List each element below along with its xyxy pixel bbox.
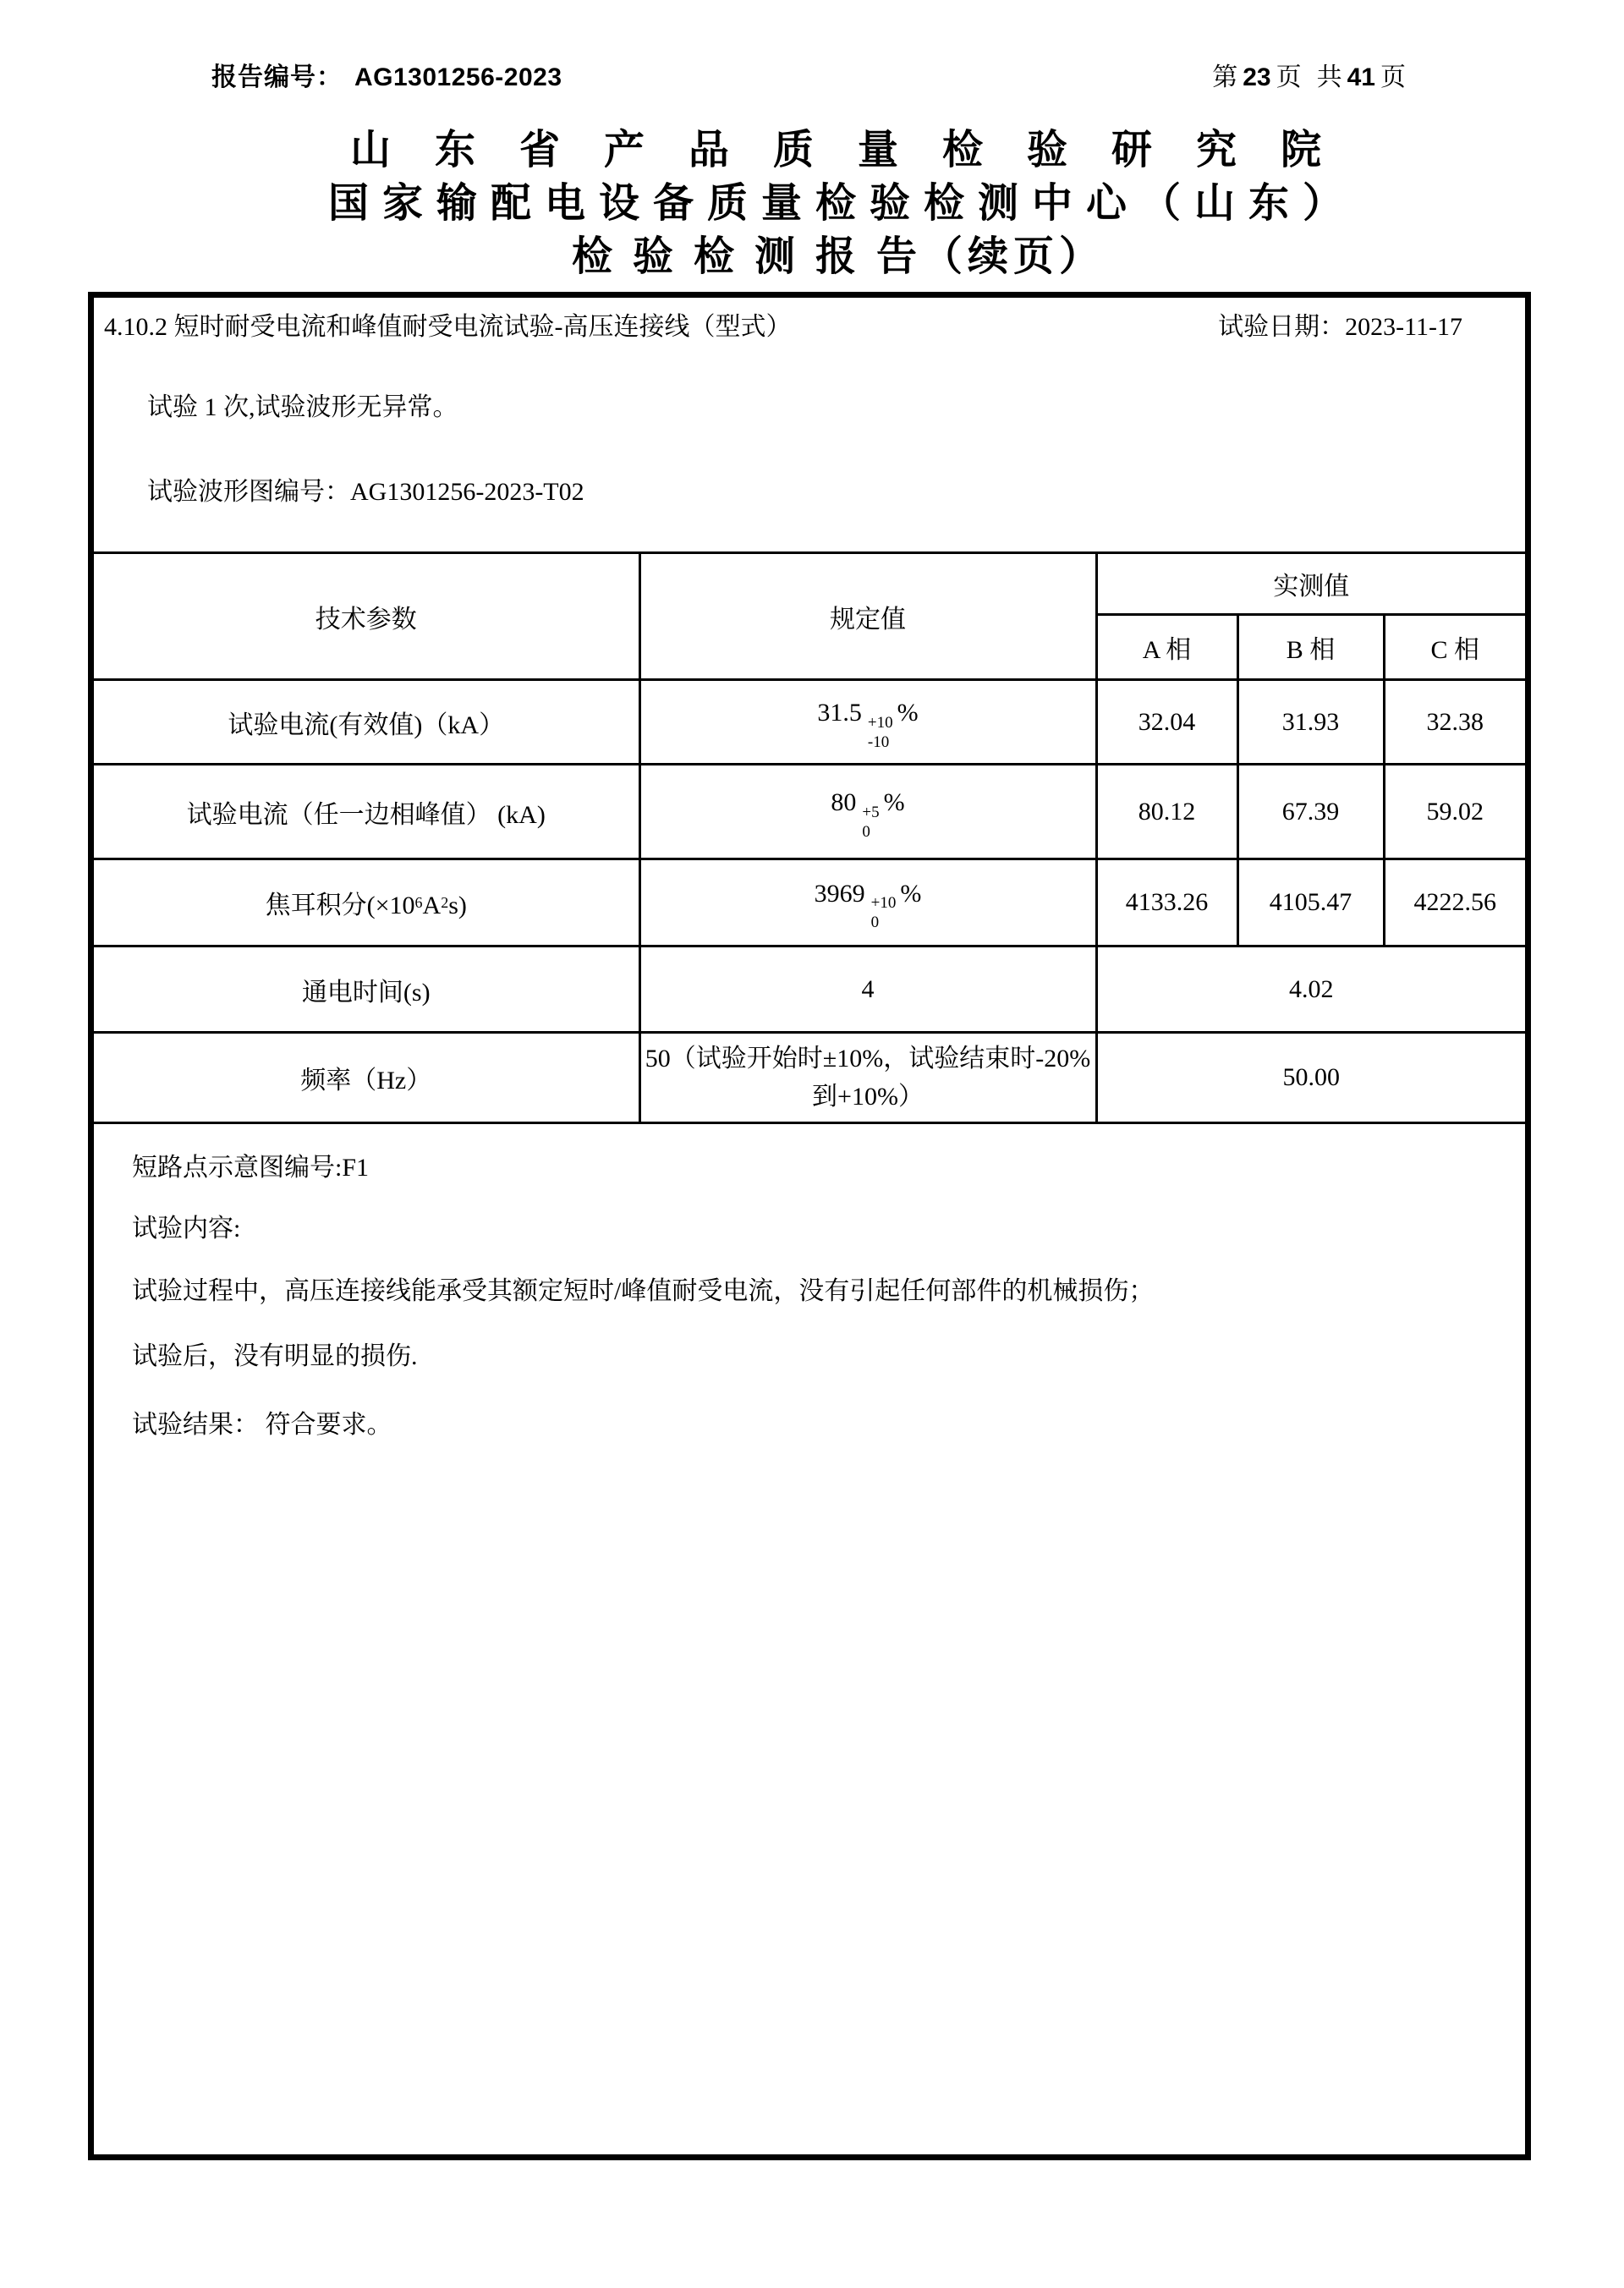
- spec-unit: %: [900, 879, 922, 908]
- test-content-label: 试验内容:: [132, 1215, 241, 1243]
- test-date-line: [1218, 310, 1462, 344]
- post-test-description: 试验后，没有明显的损伤.: [132, 1342, 418, 1370]
- test-process-description: 试验过程中，高压连接线能承受其额定短时/峰值耐受电流，没有引起任何部件的机械损伤；: [132, 1277, 1155, 1305]
- page-prefix: 第: [1212, 63, 1238, 91]
- tolerance-stack: [862, 804, 879, 840]
- page-number-line: [1212, 56, 1406, 93]
- table-header-row-1: [94, 553, 1525, 615]
- page-suffix: 页: [1276, 63, 1302, 91]
- spec-cell: [639, 946, 1096, 1033]
- spec-base: 4: [861, 975, 875, 1003]
- total-pages-suffix: 页: [1380, 63, 1406, 91]
- measured-value-cell: 67.39: [1237, 765, 1384, 859]
- param-superscript: 6: [414, 894, 423, 911]
- table-row: [94, 946, 1525, 1033]
- param-superscript: 2: [441, 894, 449, 911]
- measured-value-cell: 32.38: [1384, 680, 1525, 765]
- spec-base: 80: [831, 788, 857, 817]
- measured-value-cell: 59.02: [1384, 765, 1525, 859]
- tolerance-lower: 0: [862, 822, 870, 841]
- header-spec: 规定值: [639, 553, 1096, 680]
- param-text: 试验电流(有效值)（kA）: [228, 711, 505, 739]
- spec-unit: %: [883, 788, 905, 817]
- tolerance-stack: [868, 715, 893, 750]
- spec-unit: %: [897, 699, 919, 727]
- current-page-number: 23: [1243, 63, 1271, 91]
- spec-cell: [639, 680, 1096, 765]
- test-date-label: 试验日期：: [1218, 313, 1346, 341]
- measured-value-merged-cell: 4.02: [1096, 946, 1525, 1033]
- param-text: A: [422, 892, 442, 919]
- param-cell: [94, 680, 639, 765]
- measured-value-cell: 80.12: [1096, 765, 1237, 859]
- param-cell: [94, 946, 639, 1033]
- spec-cell: [639, 859, 1096, 946]
- spec-cell: [639, 765, 1096, 859]
- header-phase-b: B 相: [1237, 615, 1384, 680]
- header-phase-c: C 相: [1384, 615, 1525, 680]
- param-text: s): [448, 892, 467, 919]
- table-row: [94, 765, 1525, 859]
- spec-base: 3969: [814, 879, 865, 908]
- test-note: 试验 1 次,试验波形无异常。: [147, 393, 458, 421]
- waveform-number-label: 试验波形图编号：: [147, 478, 350, 506]
- table-row: [94, 680, 1525, 765]
- measured-value-merged-cell: 50.00: [1096, 1033, 1525, 1123]
- param-cell: [94, 859, 639, 946]
- table-row: [94, 859, 1525, 946]
- total-pages-number: 41: [1347, 63, 1375, 91]
- measured-value-cell: 4133.26: [1096, 859, 1237, 946]
- tolerance-lower: -10: [867, 732, 890, 751]
- header-param: 技术参数: [94, 553, 639, 680]
- measured-value-cell: 32.04: [1096, 680, 1237, 765]
- waveform-number-line: [147, 475, 584, 509]
- report-number-label: 报告编号：: [211, 63, 343, 91]
- report-number-value: AG1301256-2023: [354, 63, 562, 91]
- spec-base: 31.5: [817, 699, 862, 727]
- tolerance-upper: +10: [867, 713, 893, 732]
- param-text: 频率（Hz）: [300, 1067, 432, 1095]
- content-box: [88, 292, 1531, 2160]
- measured-value-cell: 31.93: [1237, 680, 1384, 765]
- tolerance-stack: [871, 895, 897, 930]
- results-table: [94, 551, 1525, 1124]
- param-cell: [94, 765, 639, 859]
- tolerance-upper: +5: [862, 803, 880, 821]
- measured-value-cell: 4222.56: [1384, 859, 1525, 946]
- report-title: 检 验 检 测 报 告（续页）: [571, 234, 1105, 279]
- table-row: [94, 1033, 1525, 1123]
- param-text: 通电时间(s): [301, 978, 431, 1007]
- total-pages-label: 共: [1316, 63, 1342, 91]
- spec-base: 50（试验开始时±10%，试验结束时-20%到+10%）: [645, 1045, 1091, 1111]
- title-block: [0, 123, 1624, 283]
- param-cell: [94, 1033, 639, 1123]
- measured-value-cell: 4105.47: [1237, 859, 1384, 946]
- param-text: 焦耳积分(×10: [265, 892, 415, 919]
- spec-cell: [639, 1033, 1096, 1123]
- short-circuit-diagram-number: 短路点示意图编号:F1: [132, 1154, 370, 1182]
- tolerance-lower: 0: [870, 914, 880, 932]
- institute-title: 山东省产品质量检验研究院: [349, 128, 1365, 173]
- test-result: 试验结果： 符合要求。: [132, 1411, 392, 1439]
- section-heading: 4.10.2 短时耐受电流和峰值耐受电流试验-高压连接线（型式）: [104, 313, 792, 341]
- header-measured: 实测值: [1096, 553, 1525, 615]
- waveform-number-value: AG1301256-2023-T02: [350, 478, 584, 506]
- header-phase-a: A 相: [1096, 615, 1237, 680]
- center-title: 国家输配电设备质量检验检测中心（山东）: [327, 181, 1357, 226]
- report-number-line: [211, 56, 562, 93]
- tolerance-upper: +10: [870, 894, 897, 913]
- test-date-value: 2023-11-17: [1345, 313, 1462, 341]
- param-text: 试验电流（任一边相峰值） (kA): [186, 800, 546, 829]
